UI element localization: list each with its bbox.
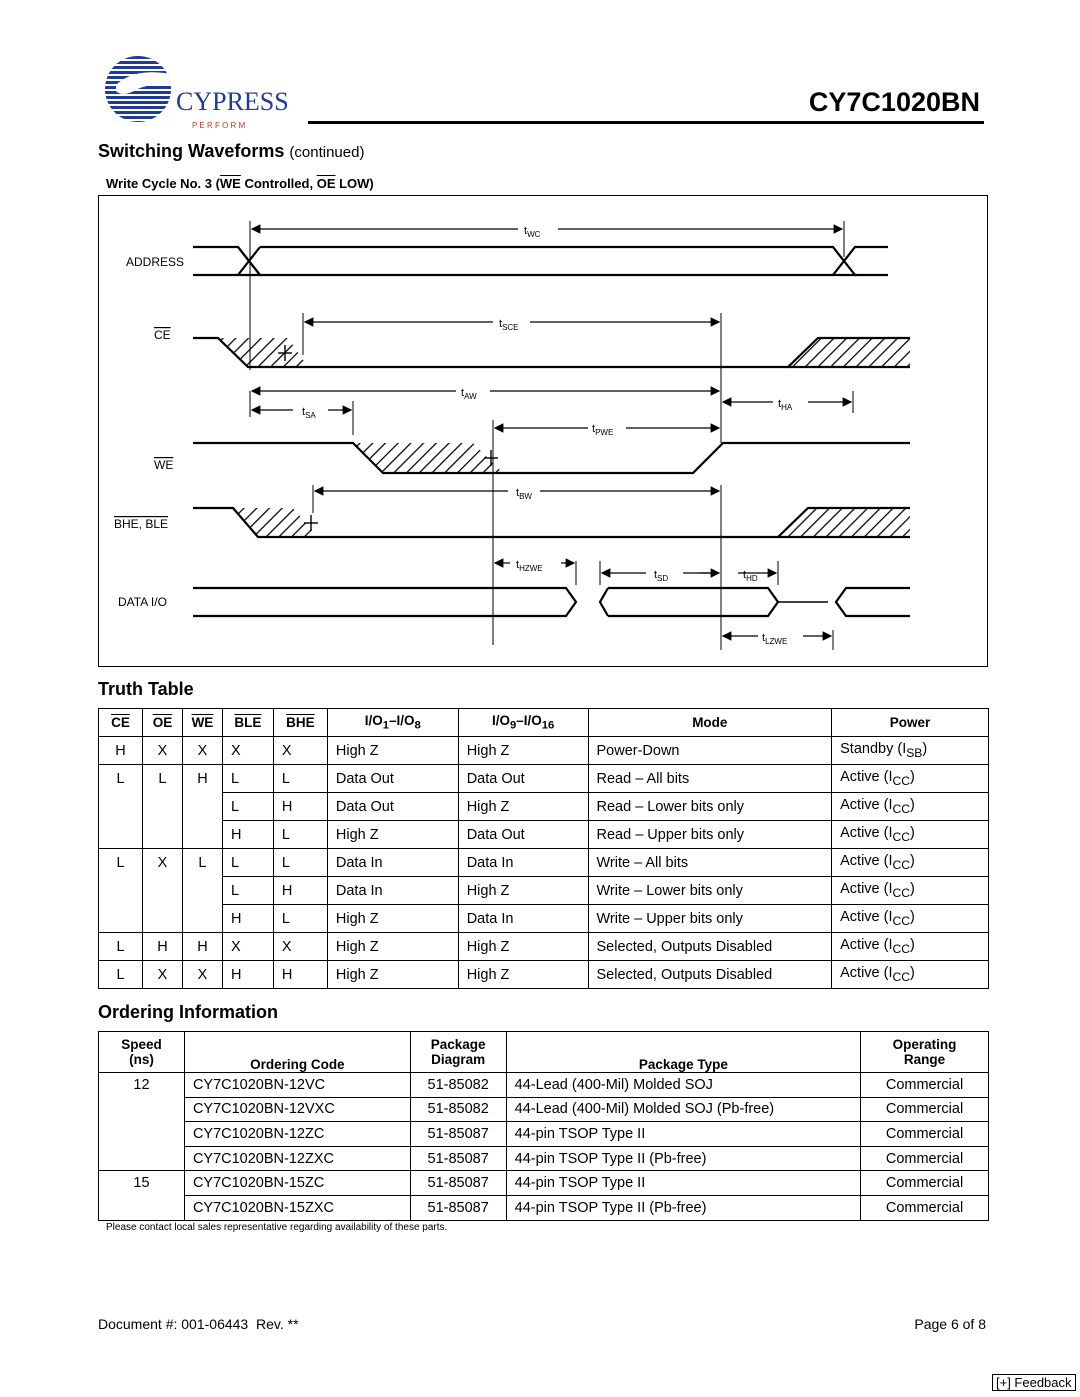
part-number: CY7C1020BN — [808, 87, 980, 117]
th-ce: CE — [111, 715, 130, 730]
table-row: CY7C1020BN-12VXC 51-85082 44-Lead (400-Mil) Molded SOJ (Pb-free) Commercial — [99, 1097, 989, 1122]
label-we: WE — [154, 458, 174, 472]
waveforms-section-title — [98, 141, 364, 162]
power-cell: Active $(I_{CC})$ — [832, 905, 989, 933]
label-tpwe: $t_{PWE}$ — [592, 423, 614, 437]
timing-diagram — [98, 195, 988, 667]
label-tsce: $t_{SCE}$ — [499, 318, 519, 332]
table-row: CY7C1020BN-12ZC 51-85087 44-pin TSOP Type II Commercial — [99, 1122, 989, 1147]
power-cell: Active $(I_{CC})$ — [832, 877, 989, 905]
cycle-title-prefix: Write Cycle No. 3 ( — [106, 176, 220, 191]
table-row: L X X H H High Z High Z Selected, Outputs Disabled Active $(I_{CC})$ — [99, 961, 989, 989]
th-operating-range: Operating Range — [861, 1032, 989, 1073]
th-we: WE — [191, 715, 214, 730]
truth-table-title: Truth Table — [98, 679, 194, 699]
label-tha: $t_{HA}$ — [778, 398, 793, 412]
table-row: L L H L L Data Out Data Out Read – All bits Active $(I_{CC})$ — [99, 765, 989, 793]
th-io-low: $I/O_1-I/O_8$ — [327, 709, 458, 737]
power-cell: Active $(I_{CC})$ — [832, 849, 989, 877]
th-ordering-code: Ordering Code — [184, 1032, 410, 1073]
ordering-header-row — [99, 1032, 989, 1073]
header-rule — [308, 121, 984, 124]
bhe-ble-waveform — [193, 508, 910, 537]
write-cycle-title — [106, 176, 374, 191]
table-row: H L High Z Data In Write – Upper bits only Active $(I_{CC})$ — [99, 905, 989, 933]
th-mode: Mode — [588, 709, 832, 737]
table-row: L X L L L Data In Data In Write – All bits Active $(I_{CC})$ — [99, 849, 989, 877]
power-cell: Active $(I_{CC})$ — [832, 793, 989, 821]
label-address: ADDRESS — [126, 255, 185, 269]
power-cell: Active $(I_{CC})$ — [832, 765, 989, 793]
th-package-type: Package Type — [506, 1032, 860, 1073]
cycle-title-we: WE — [219, 176, 241, 191]
power-cell: Active $(I_{CC})$ — [832, 933, 989, 961]
power-cell: Standby $(I_{SB})$ — [832, 737, 989, 765]
we-waveform — [193, 443, 910, 473]
cycle-title-suffix: LOW) — [335, 176, 374, 191]
table-row: CY7C1020BN-15ZXC 51-85087 44-pin TSOP Type II (Pb-free) Commercial — [99, 1195, 989, 1220]
logo-text: CYPRESS — [176, 87, 289, 116]
th-ble: BLE — [234, 715, 262, 730]
th-power: Power — [832, 709, 989, 737]
table-row: 15 CY7C1020BN-15ZC 51-85087 44-pin TSOP Type II Commercial — [99, 1171, 989, 1196]
data-io-waveform — [193, 588, 910, 616]
timing-reference-lines — [250, 221, 853, 650]
power-cell: Active $(I_{CC})$ — [832, 961, 989, 989]
timing-arrows — [252, 229, 851, 636]
address-waveform — [193, 247, 888, 275]
label-thd: $t_{HD}$ — [743, 569, 758, 583]
label-taw: $t_{AW}$ — [461, 387, 477, 401]
table-row: L H H X X High Z High Z Selected, Outputs Disabled Active $(I_{CC})$ — [99, 933, 989, 961]
label-thzwe: $t_{HZWE}$ — [516, 559, 543, 573]
label-tsa: $t_{SA}$ — [302, 406, 316, 420]
label-tlzwe: $t_{LZWE}$ — [762, 632, 788, 646]
cypress-logo — [96, 55, 296, 133]
page-number: Page 6 of 8 — [914, 1316, 986, 1332]
label-ce: CE — [154, 328, 171, 342]
table-row: L H Data Out High Z Read – Lower bits only Active $(I_{CC})$ — [99, 793, 989, 821]
table-row: H L High Z Data Out Read – Upper bits only Active $(I_{CC})$ — [99, 821, 989, 849]
table-row: L H Data In High Z Write – Lower bits only Active $(I_{CC})$ — [99, 877, 989, 905]
availability-note: Please contact local sales representative regarding availability of these parts. — [106, 1222, 448, 1233]
table-row: H X X X X High Z High Z Power-Down Standby $(I_{SB})$ — [99, 737, 989, 765]
th-io-high: $I/O_9-I/O_{16}$ — [458, 709, 588, 737]
waveforms-continued: (continued) — [289, 144, 365, 161]
logo-tagline: P E R F O R M — [192, 121, 246, 130]
feedback-link[interactable]: [+] Feedback — [992, 1374, 1076, 1391]
document-number: Document #: 001-06443 Rev. ** — [98, 1316, 299, 1332]
th-oe: OE — [152, 715, 173, 730]
waveforms-title: Switching Waveforms — [98, 141, 285, 161]
label-bhe-ble: BHE, BLE — [114, 517, 169, 531]
ordering-title: Ordering Information — [98, 1002, 278, 1022]
ordering-table — [98, 1031, 989, 1221]
cycle-title-mid: Controlled, — [240, 176, 317, 191]
table-row: 12 CY7C1020BN-12VC 51-85082 44-Lead (400-Mil) Molded SOJ Commercial — [99, 1073, 989, 1098]
power-cell: Active $(I_{CC})$ — [832, 821, 989, 849]
th-bhe: BHE — [286, 715, 315, 730]
th-speed: Speed (ns) — [99, 1032, 185, 1073]
label-twc: $t_{WC}$ — [524, 225, 541, 239]
ce-waveform — [193, 338, 910, 367]
label-tbw: $t_{BW}$ — [516, 487, 532, 501]
truth-table — [98, 708, 989, 989]
cycle-title-oe: OE — [316, 176, 336, 191]
th-package-diagram: Package Diagram — [410, 1032, 506, 1073]
label-tsd: $t_{SD}$ — [654, 569, 669, 583]
table-row: CY7C1020BN-12ZXC 51-85087 44-pin TSOP Type II (Pb-free) Commercial — [99, 1146, 989, 1171]
label-data-io: DATA I/O — [118, 595, 167, 609]
truth-table-header-row — [99, 709, 989, 737]
